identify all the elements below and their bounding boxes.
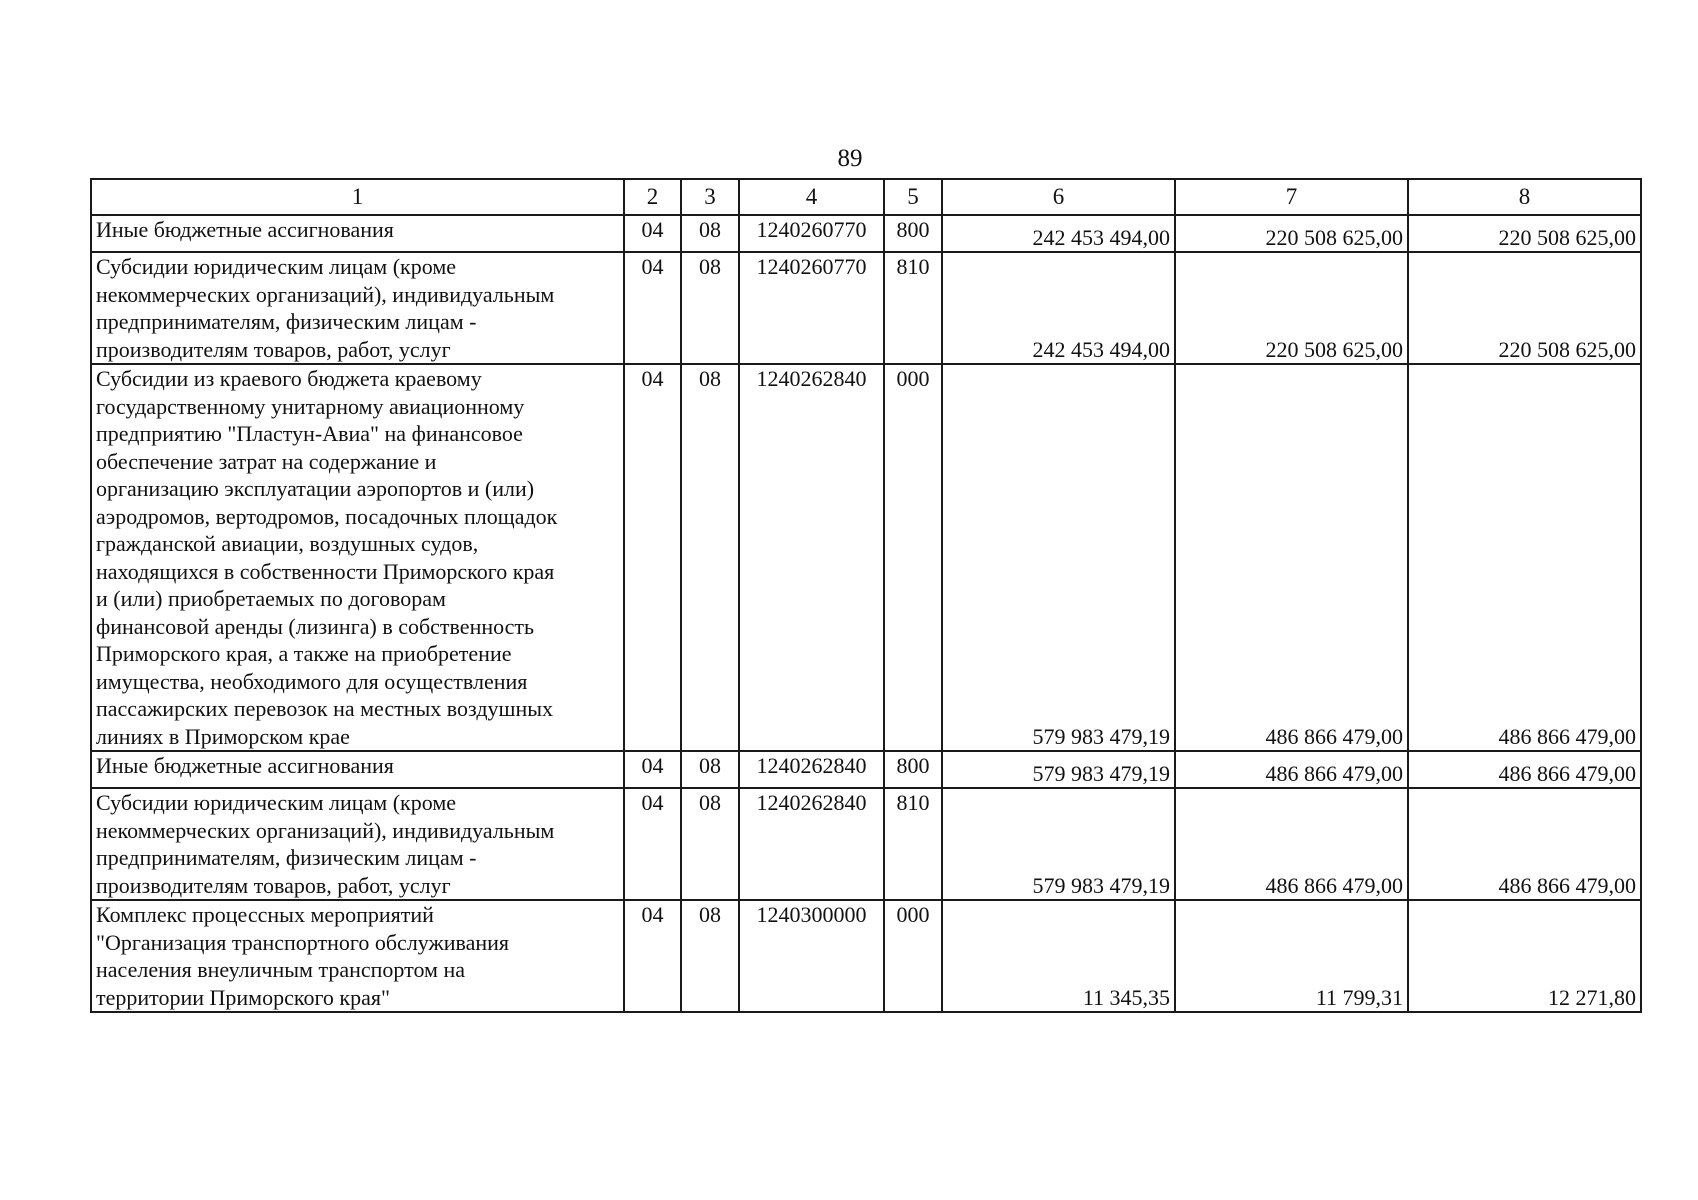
- row-amount-6: 242 453 494,00: [942, 215, 1175, 252]
- table-row: [91, 900, 1641, 1012]
- table-row: [91, 215, 1641, 252]
- row-section: 04: [624, 751, 681, 788]
- row-expense-type: 800: [884, 215, 942, 252]
- row-expense-type: 810: [884, 788, 942, 900]
- row-subsection: 08: [681, 364, 739, 751]
- row-section: 04: [624, 215, 681, 252]
- row-section: 04: [624, 900, 681, 1012]
- row-amount-6: 579 983 479,19: [942, 788, 1175, 900]
- header-col-8: 8: [1408, 179, 1641, 215]
- row-target-code: 1240260770: [739, 252, 884, 364]
- row-target-code: 1240262840: [739, 364, 884, 751]
- row-subsection: 08: [681, 751, 739, 788]
- row-name: Субсидии юридическим лицам (кроме некоммерческих организаций), индивидуальным предпринимателям, физическим лицам - производителям товаров, работ, услуг: [91, 788, 624, 900]
- row-name: Комплекс процессных мероприятий "Организация транспортного обслуживания населения внеуличным транспортом на территории Приморского края": [91, 900, 624, 1012]
- header-col-1: 1: [91, 179, 624, 215]
- row-amount-7: 220 508 625,00: [1175, 215, 1408, 252]
- row-amount-6: 579 983 479,19: [942, 364, 1175, 751]
- row-amount-6: 579 983 479,19: [942, 751, 1175, 788]
- row-amount-7: 486 866 479,00: [1175, 364, 1408, 751]
- row-expense-type: 810: [884, 252, 942, 364]
- row-name: Субсидии из краевого бюджета краевому государственному унитарному авиационному предприятию "Пластун-Авиа" на финансовое обеспечение затрат на содержание и организацию эксплуатации аэропортов и (или) аэродромов, вертодромов, посадочных площадок гражданской авиации, воздушных судов, находящихся в собственности Приморского края и (или) приобретаемых по договорам финансовой аренды (лизинга) в собственность Приморского края, а также на приобретение имущества, необходимого для осуществления пассажирских перевозок на местных воздушных линиях в Приморском крае: [91, 364, 624, 751]
- row-amount-8: 220 508 625,00: [1408, 252, 1641, 364]
- row-target-code: 1240300000: [739, 900, 884, 1012]
- row-target-code: 1240260770: [739, 215, 884, 252]
- row-section: 04: [624, 252, 681, 364]
- header-col-4: 4: [739, 179, 884, 215]
- row-amount-7: 220 508 625,00: [1175, 252, 1408, 364]
- row-section: 04: [624, 364, 681, 751]
- row-amount-7: 11 799,31: [1175, 900, 1408, 1012]
- row-name: Иные бюджетные ассигнования: [91, 751, 624, 788]
- row-expense-type: 000: [884, 364, 942, 751]
- row-section: 04: [624, 788, 681, 900]
- header-col-5: 5: [884, 179, 942, 215]
- row-amount-8: 486 866 479,00: [1408, 788, 1641, 900]
- row-expense-type: 000: [884, 900, 942, 1012]
- header-col-3: 3: [681, 179, 739, 215]
- row-name: Субсидии юридическим лицам (кроме некоммерческих организаций), индивидуальным предпринимателям, физическим лицам - производителям товаров, работ, услуг: [91, 252, 624, 364]
- table-row: [91, 364, 1641, 751]
- row-target-code: 1240262840: [739, 751, 884, 788]
- row-subsection: 08: [681, 215, 739, 252]
- table-row: [91, 788, 1641, 900]
- header-col-7: 7: [1175, 179, 1408, 215]
- table-row: [91, 252, 1641, 364]
- table-row: [91, 751, 1641, 788]
- header-col-6: 6: [942, 179, 1175, 215]
- page-number: 89: [837, 145, 863, 172]
- row-amount-8: 486 866 479,00: [1408, 364, 1641, 751]
- row-amount-7: 486 866 479,00: [1175, 788, 1408, 900]
- row-amount-7: 486 866 479,00: [1175, 751, 1408, 788]
- row-subsection: 08: [681, 252, 739, 364]
- budget-table: [90, 178, 1642, 1013]
- row-amount-8: 12 271,80: [1408, 900, 1641, 1012]
- table-header-row: [91, 179, 1641, 215]
- row-expense-type: 800: [884, 751, 942, 788]
- row-subsection: 08: [681, 900, 739, 1012]
- row-amount-6: 11 345,35: [942, 900, 1175, 1012]
- row-target-code: 1240262840: [739, 788, 884, 900]
- row-name: Иные бюджетные ассигнования: [91, 215, 624, 252]
- row-amount-6: 242 453 494,00: [942, 252, 1175, 364]
- header-col-2: 2: [624, 179, 681, 215]
- row-amount-8: 486 866 479,00: [1408, 751, 1641, 788]
- row-subsection: 08: [681, 788, 739, 900]
- row-amount-8: 220 508 625,00: [1408, 215, 1641, 252]
